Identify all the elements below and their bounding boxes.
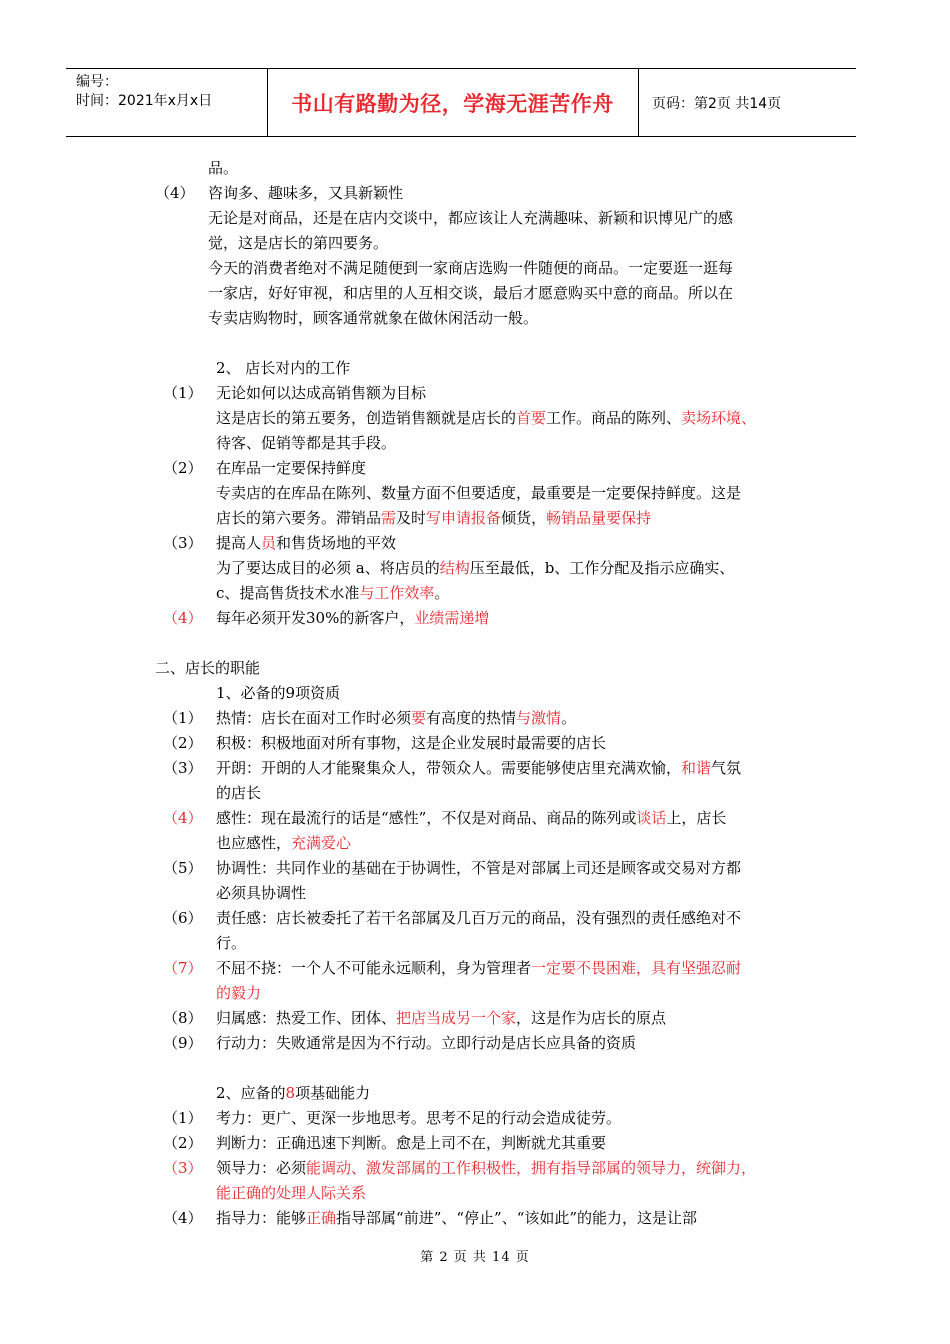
text-line (163, 758, 203, 778)
text-line (216, 858, 741, 878)
text-line (216, 533, 396, 553)
text-segment: 为了要达成目的必须 a、将店员的 (216, 559, 440, 577)
text-line (216, 1108, 621, 1128)
text-segment: （6） (163, 909, 203, 927)
highlighted-text: 充满爱心 (291, 834, 352, 852)
text-segment: （9） (163, 1034, 203, 1052)
text-segment: 二、店长的职能 (155, 659, 261, 677)
text-segment: 今天的消费者绝对不满足随便到一家商店选购一件随便的商品。一定要逛一逛每 (208, 259, 734, 277)
text-line (208, 233, 388, 253)
highlighted-text: （3） (163, 1159, 203, 1177)
text-segment: （4） (155, 184, 195, 202)
text-line (163, 458, 203, 478)
text-segment: 协调性：共同作业的基础在于协调性，不管是对部属上司还是顾客或交易对方都 (216, 859, 742, 877)
text-line (216, 458, 366, 478)
highlighted-text: （7） (163, 959, 203, 977)
text-line (216, 758, 741, 778)
text-line (216, 708, 576, 728)
highlighted-text: 需 (381, 509, 397, 527)
text-line (163, 383, 203, 403)
text-line (216, 983, 261, 1003)
text-line (216, 508, 651, 528)
text-line (163, 608, 203, 628)
text-segment: 指导力：能够 (216, 1209, 307, 1227)
text-line (163, 958, 203, 978)
highlighted-text: 能调动、激发部属的工作积极性，拥有指导部属的领导力，统御力， (306, 1159, 757, 1177)
text-line (216, 683, 340, 703)
text-segment: 上，店长 (666, 809, 727, 827)
highlighted-text: 要 (411, 709, 427, 727)
text-segment: 1、必备的9项资质 (216, 684, 341, 702)
text-line (163, 858, 203, 878)
text-line (163, 1208, 203, 1228)
text-segment: 考力：更广、更深一步地思考。思考不足的行动会造成徒劳。 (216, 1109, 622, 1127)
text-segment: 无论如何以达成高销售额为目标 (216, 384, 427, 402)
text-line (216, 608, 489, 628)
text-line (216, 883, 306, 903)
highlighted-text: 结构 (439, 559, 470, 577)
text-line (163, 1158, 203, 1178)
text-segment: （1） (163, 1109, 203, 1127)
text-segment: 压至最低，b、工作分配及指示应确实、 (469, 559, 735, 577)
text-segment: 在库品一定要保持鲜度 (216, 459, 367, 477)
text-line (155, 183, 195, 203)
text-line (208, 283, 733, 303)
text-segment: 一家店，好好审视，和店里的人互相交谈，最后才愿意购买中意的商品。所以在 (208, 284, 734, 302)
text-line (216, 1183, 366, 1203)
text-segment: 气氛 (711, 759, 742, 777)
highlighted-text: 一定要不畏困难，具有坚强忍耐 (531, 959, 742, 977)
text-segment: （3） (163, 534, 203, 552)
text-line (216, 733, 606, 753)
text-segment: 。 (561, 709, 577, 727)
text-segment: 工作。商品的陈列、 (546, 409, 682, 427)
text-segment: 2、应备的 (216, 1084, 286, 1102)
highlighted-text: 畅销品量要保持 (546, 509, 652, 527)
text-segment: 责任感：店长被委托了若干名部属及几百万元的商品，没有强烈的责任感绝对不 (216, 909, 742, 927)
text-segment: 归属感：热爱工作、团体、 (216, 1009, 397, 1027)
highlighted-text: 的毅力 (216, 984, 262, 1002)
text-line (216, 958, 741, 978)
page-footer: 第 2 页 共 14 页 (420, 1250, 530, 1265)
highlighted-text: 正确 (306, 1209, 337, 1227)
text-segment: c、提高售货技术水准 (216, 584, 360, 602)
text-line (163, 1008, 203, 1028)
text-segment: 感性：现在最流行的话是“感性”，不仅是对商品、商品的陈列或 (216, 809, 637, 827)
text-segment: （1） (163, 709, 203, 727)
text-segment: 品。 (208, 159, 239, 177)
text-segment: 指导部属“前进”、“停止”、“该如此”的能力，这是让部 (336, 1209, 698, 1227)
text-line (208, 183, 403, 203)
text-segment: （2） (163, 734, 203, 752)
text-segment: 倾货， (501, 509, 547, 527)
header-number: 编号： (76, 74, 118, 90)
header-time: 时间：2021年x月x日 (76, 93, 213, 109)
text-line (216, 483, 741, 503)
text-line (163, 533, 203, 553)
highlighted-text: 员 (261, 534, 277, 552)
text-segment: 开朗：开朗的人才能聚集众人，带领众人。需要能够使店里充满欢愉， (216, 759, 682, 777)
text-line (216, 1133, 606, 1153)
text-segment: 必须具协调性 (216, 884, 307, 902)
text-segment: 2、 店长对内的工作 (216, 359, 351, 377)
text-line (163, 1033, 203, 1053)
text-segment: 无论是对商品，还是在店内交谈中，都应该让人充满趣味、新颖和识博见广的感 (208, 209, 734, 227)
text-segment: （1） (163, 384, 203, 402)
text-segment: （2） (163, 459, 203, 477)
text-line (216, 433, 396, 453)
text-line (216, 908, 741, 928)
text-segment: （2） (163, 1134, 203, 1152)
text-line (208, 208, 733, 228)
text-line (208, 258, 733, 278)
text-line (216, 408, 756, 428)
highlighted-text: 首要 (516, 409, 547, 427)
text-segment: （5） (163, 859, 203, 877)
text-line (216, 783, 261, 803)
highlighted-text: 与激情 (516, 709, 562, 727)
text-line (216, 808, 726, 828)
text-line (216, 1208, 697, 1228)
text-segment: 咨询多、趣味多，又具新颖性 (208, 184, 404, 202)
text-line (163, 808, 203, 828)
text-segment: （4） (163, 1209, 203, 1227)
text-line (163, 1108, 203, 1128)
text-segment: 专卖店购物时，顾客通常就象在做休闲活动一般。 (208, 309, 539, 327)
text-line (163, 733, 203, 753)
header-page-number: 页码：第2页 共14页 (652, 96, 782, 112)
text-segment: 店长的第六要务。滞销品 (216, 509, 382, 527)
highlighted-text: 把店当成另一个家 (396, 1009, 517, 1027)
text-segment: 积极：积极地面对所有事物，这是企业发展时最需要的店长 (216, 734, 607, 752)
text-segment: 专卖店的在库品在陈列、数量方面不但要适度，最重要是一定要保持鲜度。这是 (216, 484, 742, 502)
text-line (216, 358, 350, 378)
highlighted-text: 与工作效率 (359, 584, 435, 602)
text-line (216, 1083, 370, 1103)
text-segment: 领导力：必须 (216, 1159, 307, 1177)
text-segment: 和售货场地的平效 (276, 534, 397, 552)
text-segment: （3） (163, 759, 203, 777)
text-segment: 行。 (216, 934, 247, 952)
text-line (208, 158, 238, 178)
highlighted-text: 谈话 (636, 809, 667, 827)
highlighted-text: 业绩需递增 (414, 609, 490, 627)
highlighted-text: 和谐 (681, 759, 712, 777)
text-line (216, 383, 426, 403)
text-line (216, 1033, 636, 1053)
highlighted-text: （4） (163, 609, 203, 627)
highlighted-text: 能正确的处理人际关系 (216, 1184, 367, 1202)
page-header (66, 68, 856, 137)
text-segment: 判断力：正确迅速下判断。愈是上司不在，判断就尤其重要 (216, 1134, 607, 1152)
text-segment: 有高度的热情 (426, 709, 517, 727)
highlighted-text: （4） (163, 809, 203, 827)
text-line (216, 558, 734, 578)
text-segment: 行动力：失败通常是因为不行动。立即行动是店长应具备的资质 (216, 1034, 637, 1052)
text-line (216, 833, 351, 853)
text-line (216, 1008, 666, 1028)
header-divider (638, 69, 639, 136)
header-motto: 书山有路勤为径，学海无涯苦作舟 (291, 91, 614, 116)
text-line (163, 908, 203, 928)
highlighted-text: 8 (285, 1084, 296, 1102)
text-segment: （8） (163, 1009, 203, 1027)
text-segment: 的店长 (216, 784, 262, 802)
highlighted-text: 卖场环境、 (681, 409, 757, 427)
text-segment: 每年必须开发30%的新客户， (216, 609, 415, 627)
text-segment: 及时 (396, 509, 427, 527)
text-line (155, 658, 260, 678)
text-segment: 不屈不挠：一个人不可能永远顺利，身为管理者 (216, 959, 532, 977)
text-segment: 热情：店长在面对工作时必须 (216, 709, 412, 727)
text-segment: 也应感性， (216, 834, 292, 852)
text-line (163, 1133, 203, 1153)
text-segment: 提高人 (216, 534, 262, 552)
text-segment: 待客、促销等都是其手段。 (216, 434, 397, 452)
text-line (216, 583, 449, 603)
text-segment: 项基础能力 (295, 1084, 371, 1102)
text-segment: 觉，这是店长的第四要务。 (208, 234, 389, 252)
text-line (208, 308, 538, 328)
text-segment: 。 (434, 584, 450, 602)
header-meta (76, 73, 212, 111)
text-segment: ，这是作为店长的原点 (516, 1009, 667, 1027)
highlighted-text: 写申请报备 (426, 509, 502, 527)
text-line (163, 708, 203, 728)
text-segment: 这是店长的第五要务，创造销售额就是店长的 (216, 409, 517, 427)
text-line (216, 1158, 756, 1178)
text-line (216, 933, 246, 953)
